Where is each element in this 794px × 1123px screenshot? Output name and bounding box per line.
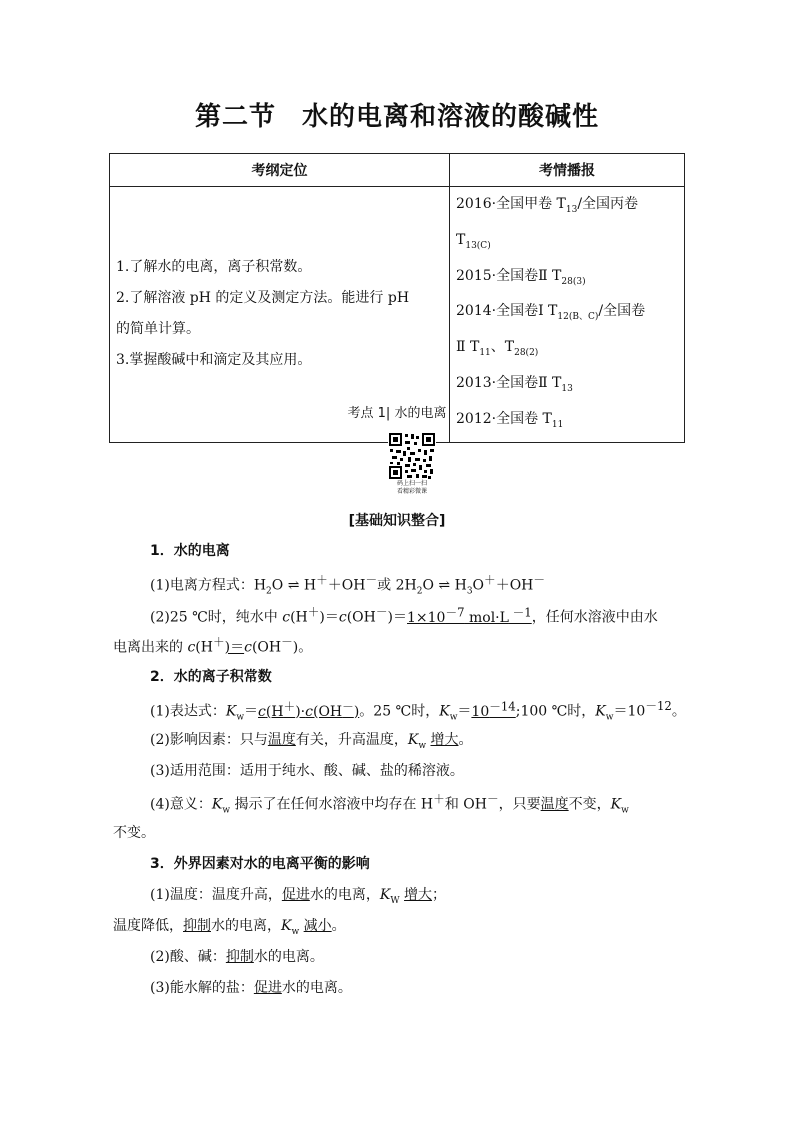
answer-blank: 温度 xyxy=(540,796,569,813)
requirement-item: 的简单计算。 xyxy=(116,321,200,338)
title-section-number: 第二节 xyxy=(194,102,276,132)
exam-item: 2014·全国卷Ⅰ $T_{12(B、C)}/$全国卷 xyxy=(456,303,646,323)
text-line: 不变。 xyxy=(113,825,155,841)
exam-item: Ⅱ $T_{11}$、$T_{28(2)}$ xyxy=(456,339,539,358)
answer-blank: 抑制 xyxy=(225,949,254,965)
text-line: (1)电离方程式：$H_2O$ ⇌ H＋＋OH－或 $2H_2O$ ⇌ $H_3O^++OH^-$ xyxy=(150,573,546,597)
heading-2: 2．水的离子积常数 xyxy=(150,669,272,685)
outline-table xyxy=(109,153,685,443)
text-line: (3)适用范围：适用于纯水、酸、碱、盐的稀溶液。 xyxy=(150,763,464,779)
heading-1: 1．水的电离 xyxy=(150,543,230,559)
answer-blank: 温度 xyxy=(267,732,296,748)
requirement-item: 1.了解水的电离，离子积常数。 xyxy=(116,259,312,276)
answer-blank: 促进 xyxy=(253,980,282,996)
answer-blank: c(H＋)·c(OH－) xyxy=(258,699,360,720)
section-label: [基础知识整合] xyxy=(348,513,446,529)
answer-blank: 抑制 xyxy=(183,918,211,934)
page-title xyxy=(0,96,794,133)
header-exam-report: 考情播报 xyxy=(450,154,685,187)
exam-item: 2012·全国卷 $T_{11}$ xyxy=(456,410,564,430)
qr-code-icon[interactable] xyxy=(388,432,436,480)
text-line: (4)意义：$K_w$ 揭示了在任何水溶液中均存在 H＋和 OH－，只要温度不变，$K_w$ xyxy=(150,792,629,816)
answer-blank: $10^{-14}$ xyxy=(471,699,516,720)
qr-caption xyxy=(376,480,448,496)
text-line: (2)25 ℃时，纯水中 $c(H^+)=c(OH^-)=1\times 10^{-7}$ mol·L $^{-1}$，任何水溶液中由水 xyxy=(150,605,658,626)
exam-item: 2015·全国卷Ⅱ $T_{28(3)}$ xyxy=(456,267,586,287)
text-line: (3)能水解的盐：促进水的电离。 xyxy=(150,980,352,996)
text-line: 电离出来的 c(H＋)＝c(OH－)。 xyxy=(113,635,313,656)
answer-blank: 减小 xyxy=(303,918,332,934)
answer-blank: )＝ xyxy=(224,639,245,656)
requirement-item: 3.掌握酸碱中和滴定及其应用。 xyxy=(116,352,312,369)
qr-caption-line: 看精彩微课 xyxy=(396,488,427,495)
text-line: (1)温度：温度升高，促进水的电离，$K_W$ 增大； xyxy=(150,887,447,906)
text-line: 温度降低，抑制水的电离，$K_w$ 减小。 xyxy=(113,918,346,937)
exam-item: 2016·全国甲卷 $T_{13}/$全国丙卷 xyxy=(456,196,639,215)
header-syllabus: 考纲定位 xyxy=(110,154,450,187)
qr-caption-line: 码上扫一扫 xyxy=(396,480,427,487)
answer-blank: 增大 xyxy=(430,732,459,748)
text-line: (2)酸、碱：抑制水的电离。 xyxy=(150,949,324,965)
title-text: 水的电离和溶液的酸碱性 xyxy=(302,102,600,132)
answer-blank: 促进 xyxy=(281,887,310,903)
text-line: (2)影响因素：只与温度有关，升高温度，$K_w$ 增大。 xyxy=(150,732,473,751)
requirement-item: 2.了解溶液 pH 的定义及测定方法。能进行 pH xyxy=(116,290,410,307)
text-line: (1)表达式：$K_w=c(H^+)\cdot c(OH^-)$。25 ℃时，$K_w=10^{-14};100$ ℃时，$K_w=10^{-12}$。 xyxy=(150,699,686,723)
key-point-heading: 考点 1| 水的电离 xyxy=(347,406,447,421)
exam-item: $T_{13(C)}$ xyxy=(456,231,491,251)
heading-3: 3．外界因素对水的电离平衡的影响 xyxy=(150,856,370,872)
answer-blank: 增大 xyxy=(404,887,433,903)
exam-item: 2013·全国卷Ⅱ $T_{13}$ xyxy=(456,374,573,394)
answer-blank: $1\times 10^{-7}$ mol·L $^{-1}$ xyxy=(407,605,532,626)
